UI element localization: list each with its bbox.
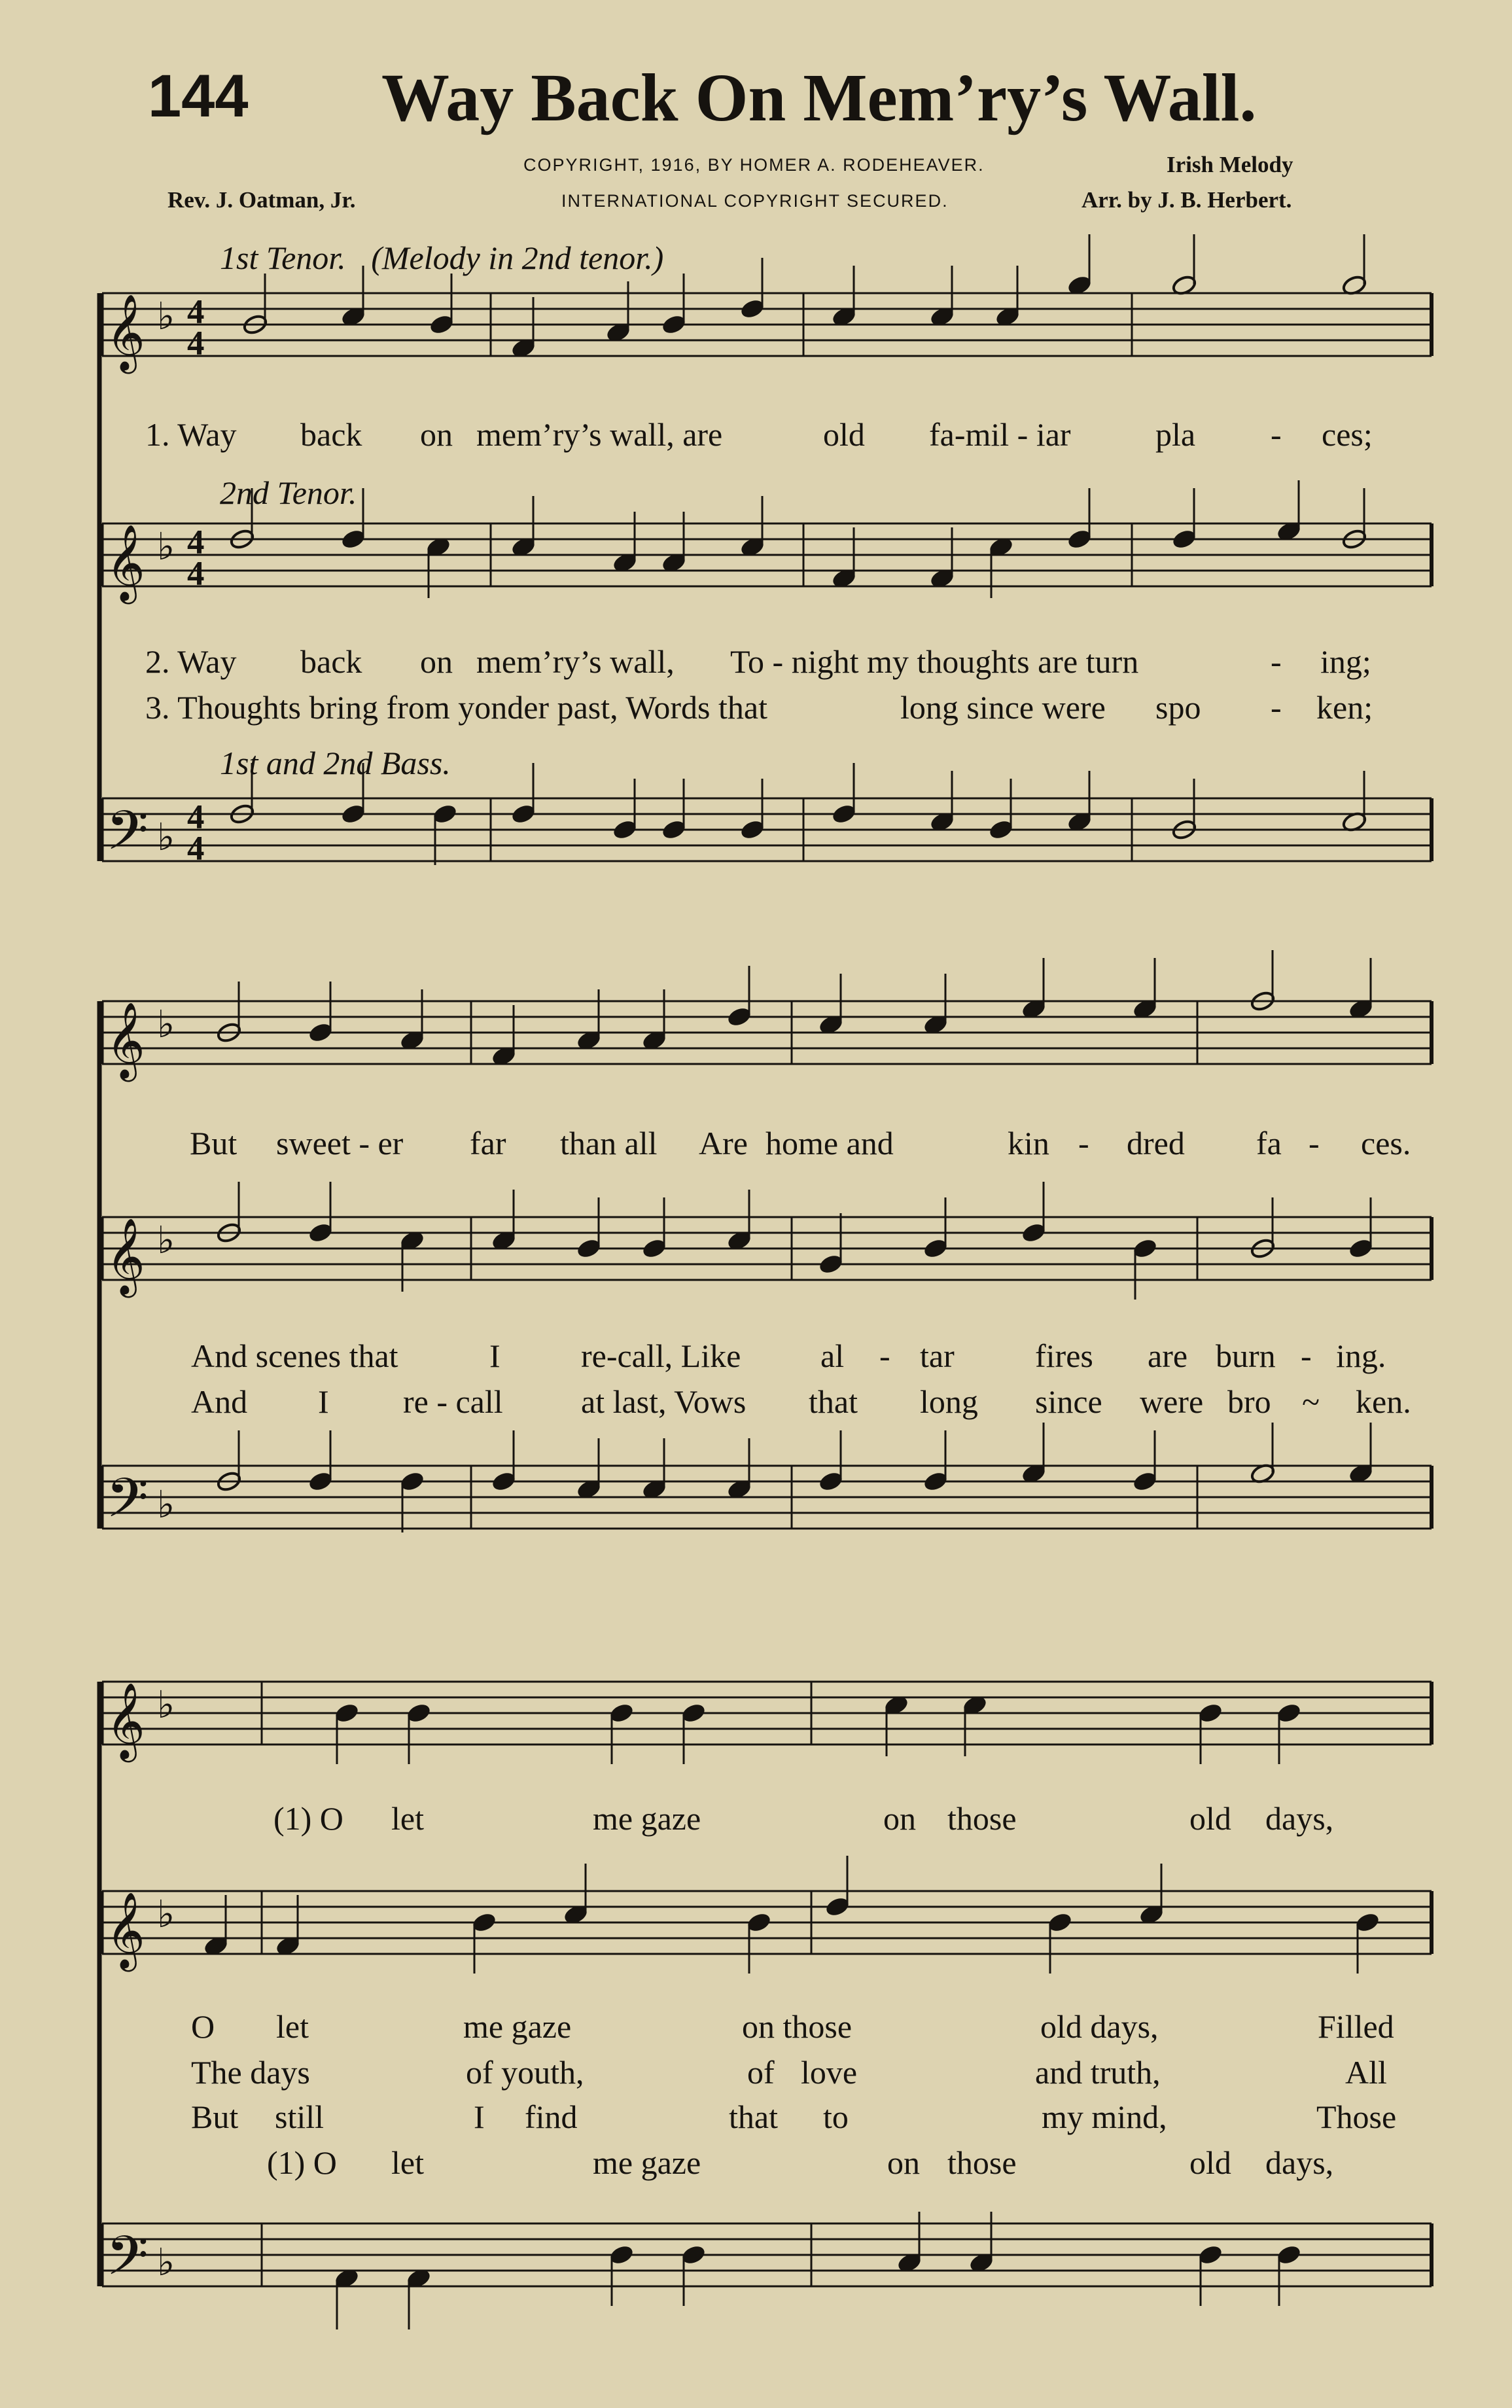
lyric-word: - — [1309, 1125, 1320, 1161]
lyric-word: mem’ry’s wall, — [476, 643, 675, 680]
lyricist-credit: Rev. J. Oatman, Jr. — [167, 187, 356, 213]
lyric-word: back — [300, 643, 362, 680]
lyric-word: than all — [560, 1125, 658, 1161]
lyric-word: fa — [1256, 1125, 1282, 1161]
flat-icon: ♭ — [157, 1683, 175, 1727]
lyric-word: dred — [1127, 1125, 1185, 1161]
lyric-word: mem’ry’s wall, are — [476, 416, 723, 453]
lyric-word: were — [1140, 1383, 1204, 1420]
lyric-word: 3. Thoughts bring from yonder past, Words that — [145, 689, 767, 726]
lyric-word: find — [525, 2098, 578, 2135]
lyric-word: that — [809, 1383, 858, 1420]
lyric-word: ing. — [1336, 1337, 1386, 1374]
lyric-word: O — [191, 2008, 215, 2045]
lyric-word: long — [920, 1383, 978, 1420]
lyric-word: days, — [1265, 1800, 1334, 1837]
lyric-word: my mind, — [1042, 2098, 1167, 2135]
lyric-word: on — [420, 416, 453, 453]
lyric-word: ken. — [1356, 1383, 1411, 1420]
lyric-word: to — [823, 2098, 849, 2135]
time-signature-top: 4 — [187, 523, 205, 561]
lyric-word: on — [420, 643, 453, 680]
lyric-word: old — [1189, 2144, 1231, 2181]
lyric-word: days, — [1265, 2144, 1334, 2181]
lyric-word: on those — [742, 2008, 853, 2045]
lyric-word: sweet - er — [276, 1125, 404, 1161]
lyric-word: ing; — [1320, 643, 1371, 680]
part-label-basses: 1st and 2nd Bass. — [220, 745, 451, 781]
lyric-word: let — [276, 2008, 309, 2045]
treble-clef-icon: 𝄞 — [106, 1001, 145, 1078]
lyric-word: let — [391, 2144, 424, 2181]
lyric-word: ken; — [1316, 689, 1373, 726]
lyric-word: fa-mil - iar — [929, 416, 1071, 453]
lyric-word: those — [947, 1800, 1017, 1837]
lyric-line-s1-v3 — [145, 688, 1373, 726]
flat-icon: ♭ — [157, 1002, 175, 1047]
lyric-word: old days, — [1040, 2008, 1159, 2045]
lyric-word: home and — [765, 1125, 894, 1161]
lyric-line-s2-v3 — [191, 1383, 1411, 1421]
copyright-line-2: INTERNATIONAL COPYRIGHT SECURED. — [561, 191, 949, 211]
lyric-word: love — [801, 2054, 858, 2091]
lyric-word: and truth, — [1035, 2054, 1161, 2091]
arranger-credit: Arr. by J. B. Herbert. — [1081, 187, 1292, 213]
lyric-word: on — [887, 2144, 920, 2181]
lyric-word: Those — [1316, 2098, 1397, 2135]
lyric-word: that — [729, 2098, 778, 2135]
flat-icon: ♭ — [157, 1892, 175, 1937]
lyric-word: - — [1301, 1337, 1312, 1374]
lyric-word: of youth, — [466, 2054, 584, 2091]
flat-icon: ♭ — [157, 1483, 175, 1527]
lyric-line-s3-chorus-bass — [267, 2144, 1334, 2182]
lyric-word: 1. Way — [145, 416, 237, 453]
lyric-word: Filled — [1318, 2008, 1394, 2045]
lyric-word: are — [1148, 1337, 1188, 1374]
lyric-word: still — [275, 2098, 325, 2135]
lyric-line-s2-v2 — [191, 1337, 1386, 1375]
lyric-line-s3-l3 — [191, 2098, 1397, 2136]
treble-clef-icon: 𝄞 — [106, 1891, 145, 1968]
lyric-word: I — [474, 2098, 485, 2135]
lyric-word: fires — [1035, 1337, 1093, 1374]
lyric-word: me gaze — [593, 2144, 701, 2181]
lyric-word: - — [1078, 1125, 1089, 1161]
treble-clef-icon: 𝄞 — [106, 293, 145, 370]
lyric-word: But — [190, 1125, 237, 1161]
lyric-word: at last, Vows — [581, 1383, 747, 1420]
lyric-word: old — [1189, 1800, 1231, 1837]
lyric-word: 2. Way — [145, 643, 237, 680]
lyric-line-s3-l2 — [191, 2053, 1387, 2091]
lyric-word: spo — [1155, 689, 1201, 726]
lyric-word: But — [191, 2098, 239, 2135]
treble-clef-icon: 𝄞 — [106, 1682, 145, 1759]
lyric-word: long since were — [900, 689, 1106, 726]
flat-icon: ♭ — [157, 2240, 175, 2285]
copyright-line-1: COPYRIGHT, 1916, BY HOMER A. RODEHEAVER. — [523, 155, 985, 175]
lyric-word: - — [1271, 689, 1282, 726]
flat-icon: ♭ — [157, 1218, 175, 1263]
lyric-word: - — [1271, 643, 1282, 680]
time-signature-bottom: 4 — [187, 555, 205, 593]
lyric-word: re-call, Like — [581, 1337, 741, 1374]
lyric-word: And — [191, 1383, 248, 1420]
lyric-word: ces. — [1361, 1125, 1411, 1161]
time-signature-bottom: 4 — [187, 325, 205, 363]
time-signature-top: 4 — [187, 798, 205, 836]
lyric-word: back — [300, 416, 362, 453]
lyric-word: me gaze — [463, 2008, 572, 2045]
flat-icon: ♭ — [157, 525, 175, 569]
lyric-line-s3-chorus-tenor — [273, 1799, 1334, 1837]
flat-icon: ♭ — [157, 815, 175, 860]
time-signature-top: 4 — [187, 293, 205, 331]
lyric-line-s3-l1 — [191, 2008, 1394, 2045]
lyric-word: And scenes that — [191, 1337, 398, 1374]
lyric-line-s1-v2 — [145, 643, 1371, 681]
flat-icon: ♭ — [157, 294, 175, 339]
treble-clef-icon: 𝄞 — [106, 523, 145, 601]
lyric-word: re - call — [403, 1383, 503, 1420]
lyric-word: pla — [1155, 416, 1196, 453]
lyric-word: on — [883, 1800, 916, 1837]
lyric-line-s1-v1 — [145, 416, 1373, 453]
part-label-second-tenor: 2nd Tenor. — [220, 474, 357, 511]
lyric-word: The days — [191, 2054, 310, 2091]
melody-note: (Melody in 2nd tenor.) — [371, 239, 664, 276]
lyric-word: let — [391, 1800, 424, 1837]
lyric-word: (1) O — [267, 2144, 337, 2181]
lyric-word: ~ — [1302, 1383, 1320, 1420]
lyric-word: far — [470, 1125, 506, 1161]
lyric-word: those — [947, 2144, 1017, 2181]
lyric-word: I — [318, 1383, 329, 1420]
lyric-word: tar — [920, 1337, 955, 1374]
lyric-word: ces; — [1322, 416, 1373, 453]
lyric-word: - — [879, 1337, 890, 1374]
lyric-word: old — [823, 416, 865, 453]
lyric-word: bro — [1227, 1383, 1271, 1420]
bass-clef-icon: 𝄢 — [106, 798, 149, 876]
lyric-word: Are — [699, 1125, 748, 1161]
lyric-word: since — [1035, 1383, 1102, 1420]
hymn-title: Way Back On Mem’ry’s Wall. — [381, 60, 1257, 135]
bass-clef-icon: 𝄢 — [106, 1466, 149, 1543]
lyric-word: To - night my thoughts are turn — [730, 643, 1139, 680]
lyric-line-s2-v1 — [190, 1124, 1411, 1162]
lyric-word: (1) O — [273, 1800, 343, 1837]
lyric-word: of — [747, 2054, 775, 2091]
lyric-word: - — [1271, 416, 1282, 453]
time-signature-bottom: 4 — [187, 830, 205, 868]
bass-clef-icon: 𝄢 — [106, 2223, 149, 2301]
lyric-word: burn — [1216, 1337, 1276, 1374]
lyric-word: al — [820, 1337, 845, 1374]
hymn-number: 144 — [148, 63, 249, 130]
first-tenor-label: 1st Tenor. — [220, 239, 346, 276]
tune-credit: Irish Melody — [1167, 152, 1293, 177]
lyric-word: me gaze — [593, 1800, 701, 1837]
treble-clef-icon: 𝄞 — [106, 1217, 145, 1294]
lyric-word: I — [489, 1337, 501, 1374]
lyric-word: All — [1345, 2054, 1387, 2091]
lyric-word: kin — [1008, 1125, 1049, 1161]
